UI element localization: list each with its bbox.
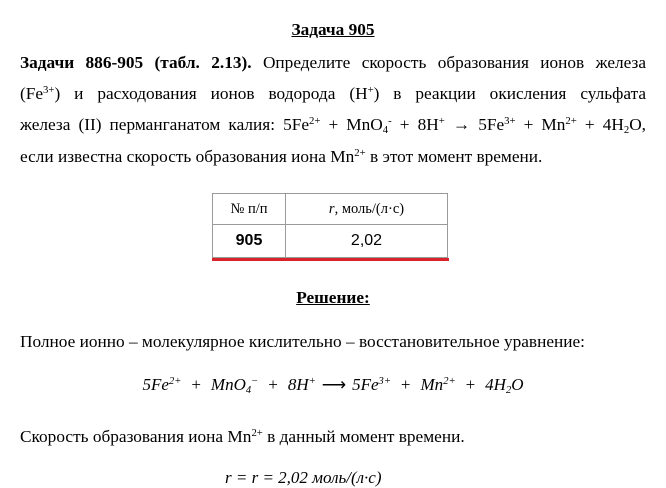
superscript: 2+: [565, 115, 577, 128]
task-text: + MnO: [320, 115, 383, 134]
ionic-equation: [0, 375, 666, 395]
eq-term: Mn: [420, 375, 444, 394]
rate-text: в данный момент времени.: [262, 427, 465, 446]
solution-heading: Решение:: [296, 288, 370, 307]
task-line-3: [20, 115, 646, 136]
eq-plus: +: [465, 375, 476, 394]
eq-plus: +: [400, 375, 411, 394]
superscript: 2+: [168, 376, 182, 388]
task-text: железа (II) перманганатом калия: 5Fe: [20, 115, 310, 134]
superscript: 3+: [504, 115, 516, 128]
eq-term: 5Fe: [352, 375, 379, 394]
subscript: 2: [623, 123, 630, 136]
rate-equation: r = r = 2,02 моль/(л·с): [225, 468, 382, 487]
table-cell-value: 2,02: [286, 225, 448, 258]
task-text: в этот момент времени.: [365, 147, 543, 166]
table-header-rate: [286, 194, 448, 225]
superscript: 2+: [251, 427, 263, 440]
table-cell-number: 905: [213, 225, 286, 258]
task-text: → 5Fe: [444, 115, 505, 134]
superscript: 2+: [443, 376, 456, 388]
superscript: +: [438, 115, 445, 128]
table-row: [213, 225, 448, 258]
superscript: −: [251, 376, 259, 388]
subscript: 4: [382, 123, 389, 136]
task-text: + 4H: [576, 115, 624, 134]
table-header-number: № п/п: [213, 194, 286, 225]
table-underline: [212, 258, 449, 261]
table-header-row: [213, 194, 448, 225]
equation-intro: Полное ионно – молекулярное кислительно – восстановительное уравнение:: [20, 332, 585, 351]
data-table: [212, 193, 448, 258]
task-text: ) и расходования ионов водорода (H: [54, 84, 368, 103]
superscript: 3+: [43, 84, 55, 97]
eq-plus: +: [191, 375, 201, 394]
superscript: 2+: [354, 147, 366, 160]
eq-term: 8H: [287, 375, 309, 394]
superscript: +: [308, 376, 316, 388]
rate-symbol: r: [328, 200, 335, 217]
subscript: 4: [245, 384, 252, 396]
eq-term: 4H: [485, 375, 506, 394]
eq-term: O: [511, 375, 524, 394]
task-label: Задачи 886-905 (табл. 2.13).: [20, 53, 252, 72]
eq-term: MnO: [210, 375, 246, 394]
task-line-2: [20, 85, 646, 102]
task-text: если известна скорость образования иона Mn: [20, 147, 355, 166]
superscript: +: [367, 84, 374, 97]
task-line-4: [20, 148, 646, 165]
eq-term: 5Fe: [142, 375, 169, 394]
superscript: 3+: [378, 376, 391, 388]
task-text: (Fe: [20, 84, 44, 103]
rate-unit: , моль/(л·с): [334, 200, 405, 217]
task-text: ) в реакции окисления сульфата: [373, 84, 646, 103]
rate-intro: [20, 428, 646, 445]
rate-text: Скорость образования иона Mn: [20, 427, 252, 446]
page-title: Задача 905: [291, 20, 375, 39]
task-text: + 8H: [391, 115, 439, 134]
arrow-icon: ⟶: [321, 375, 347, 394]
eq-plus: +: [268, 375, 278, 394]
task-text: + Mn: [515, 115, 566, 134]
task-text-1: Определите скорость образования ионов железа: [262, 53, 646, 72]
task-text: O,: [629, 115, 646, 134]
superscript: -: [388, 115, 392, 128]
superscript: 2+: [309, 115, 321, 128]
subscript: 2: [505, 384, 512, 396]
task-line-1: [20, 54, 646, 71]
